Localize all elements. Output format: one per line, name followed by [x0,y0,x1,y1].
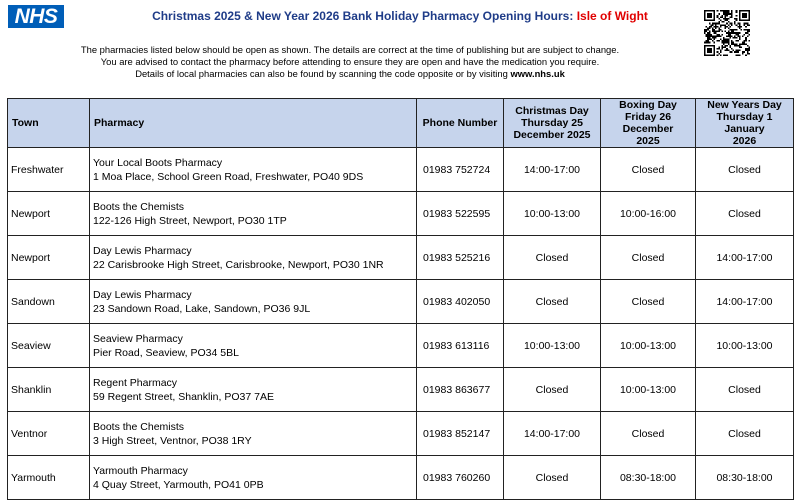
christmas-hours-cell: 10:00-13:00 [504,324,601,368]
opening-hours-table [7,98,794,500]
town-cell: Freshwater [8,148,90,192]
phone-cell[interactable]: 01983 863677 [417,368,504,412]
pharmacy-name: Day Lewis Pharmacy [93,288,192,301]
town-cell: Newport [8,236,90,280]
header-pharmacy: Pharmacy [90,99,417,148]
town-cell: Yarmouth [8,456,90,500]
header-newyear-line: Thursday 1 January [716,111,773,135]
title-main: Christmas 2025 & New Year 2026 Bank Holiday Pharmacy Opening Hours: [152,9,577,23]
pharmacy-cell [90,148,417,192]
phone-cell[interactable]: 01983 613116 [417,324,504,368]
new-years-hours-cell: 10:00-13:00 [696,324,794,368]
header-boxing-line: Friday 26 December [622,111,674,135]
pharmacy-address: 122-126 High Street, Newport, PO30 1TP [93,214,287,227]
boxing-day-hours-cell: 10:00-13:00 [601,324,696,368]
pharmacy-name: Seaview Pharmacy [93,332,183,345]
table-row [8,192,794,236]
header-new-years-day [696,99,794,148]
intro-line-1: The pharmacies listed below should be open as shown. The details are correct at the time of publishing but are subject to change. [80,44,620,55]
new-years-hours-cell: Closed [696,368,794,412]
header-newyear-line: 2026 [732,135,757,147]
phone-cell[interactable]: 01983 402050 [417,280,504,324]
header-boxing-line: 2025 [636,135,660,147]
table-row [8,456,794,500]
pharmacy-cell [90,192,417,236]
phone-cell[interactable]: 01983 525216 [417,236,504,280]
title-location: Isle of Wight [576,9,648,23]
intro-line-3-text: Details of local pharmacies can also be found by scanning the code opposite or by visiting [135,68,511,80]
boxing-day-hours-cell: 10:00-16:00 [601,192,696,236]
header-boxing-line: Boxing Day [619,99,677,111]
page-title [0,9,800,23]
nhs-website-link[interactable]: www.nhs.uk [510,68,565,80]
christmas-hours-cell: Closed [504,368,601,412]
phone-cell[interactable]: 01983 760260 [417,456,504,500]
pharmacy-cell [90,368,417,412]
table-row [8,412,794,456]
table-row [8,236,794,280]
header-christmas-line: Thursday 25 [521,117,583,129]
nhs-logo: NHS [8,5,64,28]
pharmacy-cell [90,412,417,456]
phone-cell[interactable]: 01983 752724 [417,148,504,192]
town-cell: Newport [8,192,90,236]
christmas-hours-cell: Closed [504,456,601,500]
pharmacy-address: Pier Road, Seaview, PO34 5BL [93,346,239,359]
christmas-hours-cell: Closed [504,236,601,280]
table-row [8,324,794,368]
pharmacy-name: Yarmouth Pharmacy [93,464,188,477]
boxing-day-hours-cell: Closed [601,236,696,280]
header-newyear-line: New Years Day [707,99,782,111]
new-years-hours-cell: Closed [696,192,794,236]
boxing-day-hours-cell: Closed [601,280,696,324]
christmas-hours-cell: 10:00-13:00 [504,192,601,236]
pharmacy-name: Regent Pharmacy [93,376,178,389]
pharmacy-name: Your Local Boots Pharmacy [93,156,223,169]
table-header-row [8,99,794,148]
christmas-hours-cell: 14:00-17:00 [504,412,601,456]
boxing-day-hours-cell: Closed [601,148,696,192]
header-christmas-line: December 2025 [513,129,591,141]
phone-cell[interactable]: 01983 852147 [417,412,504,456]
pharmacy-address: 22 Carisbrooke High Street, Carisbrooke, Newport, PO30 1NR [93,258,384,271]
new-years-hours-cell: 08:30-18:00 [696,456,794,500]
pharmacy-address: 23 Sandown Road, Lake, Sandown, PO36 9JL [93,302,311,315]
pharmacy-cell [90,324,417,368]
header-christmas-line: Christmas Day [515,105,589,117]
intro-line-3 [40,68,660,80]
pharmacy-cell [90,236,417,280]
intro-line-2: You are advised to contact the pharmacy before attending to ensure they are open and have the medication you require. [100,56,600,68]
pharmacy-address: 4 Quay Street, Yarmouth, PO41 0PB [93,478,264,491]
new-years-hours-cell: Closed [696,148,794,192]
pharmacy-name: Boots the Chemists [93,420,185,433]
table-row [8,148,794,192]
table-row [8,368,794,412]
town-cell: Seaview [8,324,90,368]
qr-code-icon [704,10,750,56]
phone-cell[interactable]: 01983 522595 [417,192,504,236]
new-years-hours-cell: Closed [696,412,794,456]
table-row [8,280,794,324]
christmas-hours-cell: 14:00-17:00 [504,148,601,192]
new-years-hours-cell: 14:00-17:00 [696,236,794,280]
header-phone: Phone Number [417,99,504,148]
intro-text [40,44,660,81]
pharmacy-name: Day Lewis Pharmacy [93,244,192,257]
pharmacy-address: 59 Regent Street, Shanklin, PO37 7AE [93,390,274,403]
pharmacy-address: 3 High Street, Ventnor, PO38 1RY [93,434,252,447]
header-christmas [504,99,601,148]
boxing-day-hours-cell: 10:00-13:00 [601,368,696,412]
new-years-hours-cell: 14:00-17:00 [696,280,794,324]
boxing-day-hours-cell: Closed [601,412,696,456]
header-town: Town [8,99,90,148]
town-cell: Ventnor [8,412,90,456]
pharmacy-address: 1 Moa Place, School Green Road, Freshwater, PO40 9DS [93,170,364,183]
town-cell: Shanklin [8,368,90,412]
pharmacy-cell [90,280,417,324]
christmas-hours-cell: Closed [504,280,601,324]
town-cell: Sandown [8,280,90,324]
pharmacy-name: Boots the Chemists [93,200,185,213]
header-boxing-day [601,99,696,148]
pharmacy-cell [90,456,417,500]
boxing-day-hours-cell: 08:30-18:00 [601,456,696,500]
